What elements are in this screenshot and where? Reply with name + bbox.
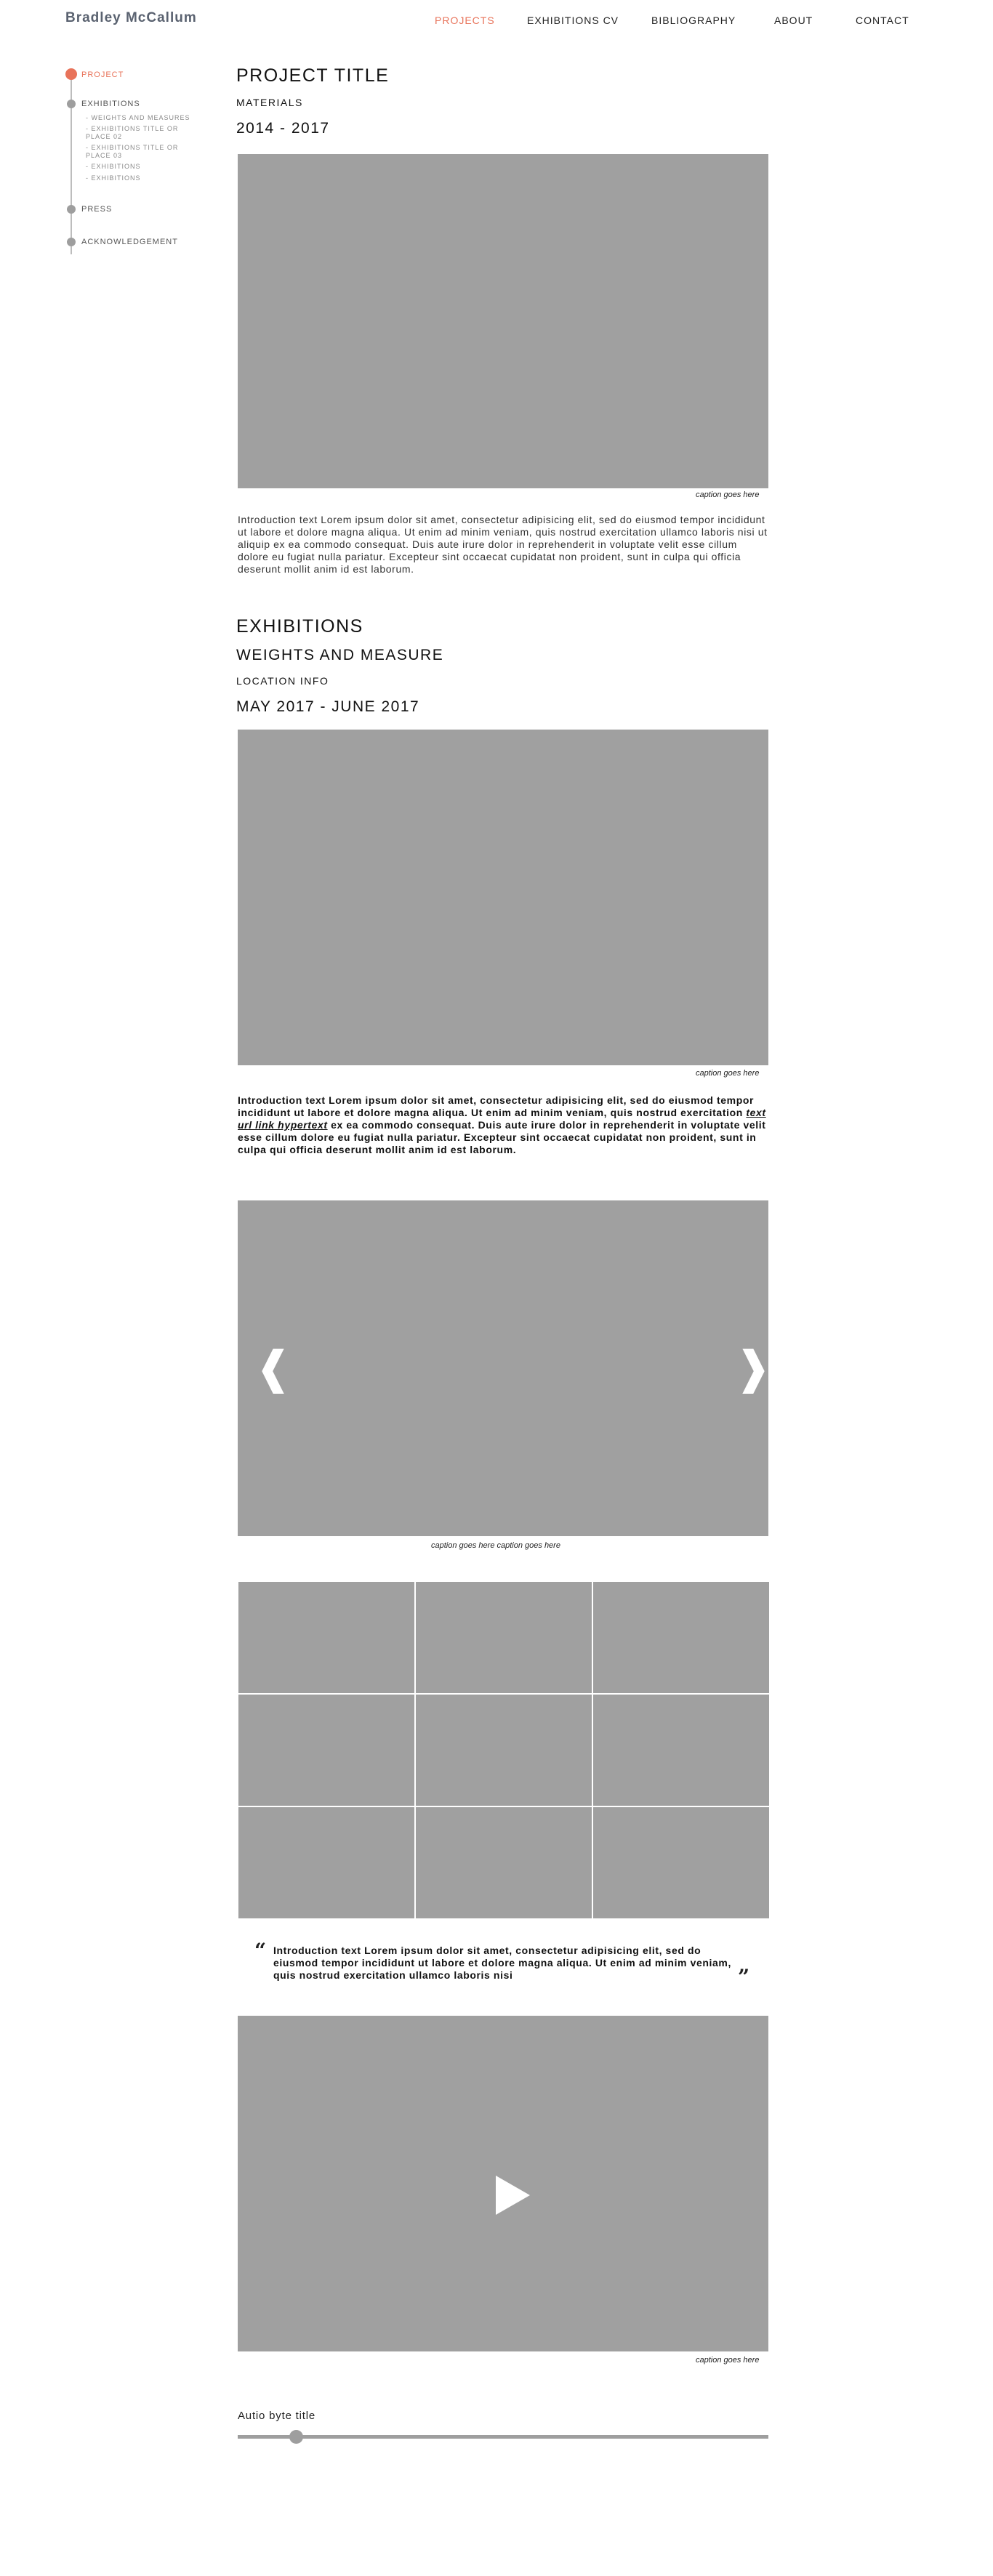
sidebar-item-project[interactable]: PROJECT	[81, 70, 124, 79]
grid-thumbnail[interactable]	[416, 1807, 592, 1918]
grid-thumbnail[interactable]	[238, 1582, 414, 1693]
audio-scrubber-handle[interactable]	[289, 2430, 303, 2444]
pull-quote-text: Introduction text Lorem ipsum dolor sit amet, consectetur adipisicing elit, sed do eiusmod tempor incididunt ut labore et dolore magna aliqua. Ut enim ad minim veniam, quis nostrud exercitation ullamco laboris nisi	[273, 1945, 731, 1981]
project-hero-image[interactable]	[238, 154, 768, 488]
exhibition-title: WEIGHTS AND MEASURE	[236, 647, 444, 663]
sidebar-dot	[67, 100, 76, 108]
site-title[interactable]: Bradley McCallum	[65, 10, 197, 25]
audio-title: Autio byte title	[238, 2410, 316, 2422]
audio-progress-track[interactable]	[238, 2435, 768, 2439]
nav-exhibitions-cv[interactable]: EXHIBITIONS CV	[527, 15, 619, 26]
chevron-right-icon[interactable]: ❱	[734, 1343, 772, 1393]
sidebar-sub-item[interactable]: - EXHIBITIONS	[86, 163, 141, 170]
project-title: PROJECT TITLE	[236, 65, 390, 86]
video-caption: caption goes here	[696, 2356, 760, 2365]
grid-thumbnail[interactable]	[238, 1807, 414, 1918]
project-years: 2014 - 2017	[236, 120, 330, 137]
project-intro-text: Introduction text Lorem ipsum dolor sit amet, consectetur adipisicing elit, sed do eiusmod tempor incididunt ut labore et dolore magna aliqua. Ut enim ad minim veniam, quis nostrud exercitation ullamco laboris nisi ut aliquip ex ea commodo consequat. Duis aute irure dolor in reprehenderit in voluptate velit esse cillum dolore eu fugiat nulla pariatur. Excepteur sint occaecat cupidatat non proident, sunt in culpa qui officia deserunt mollit anim id est laborum.	[238, 514, 768, 575]
sidebar-item-acknowledgement[interactable]: ACKNOWLEDGEMENT	[81, 238, 178, 246]
nav-projects[interactable]: PROJECTS	[435, 15, 495, 26]
text-link[interactable]: text url link hypertext	[238, 1107, 766, 1131]
grid-thumbnail[interactable]	[416, 1582, 592, 1693]
carousel-image[interactable]	[238, 1200, 768, 1536]
sidebar	[64, 67, 195, 256]
nav-bibliography[interactable]: BIBLIOGRAPHY	[651, 15, 736, 26]
exhibition-intro-part: Introduction text Lorem ipsum dolor sit amet, consectetur adipisicing elit, sed do eiusmod tempor incididunt ut labore et dolore magna aliqua. Ut enim ad minim veniam, quis nostrud exercitation	[238, 1094, 755, 1118]
grid-thumbnail[interactable]	[593, 1807, 769, 1918]
grid-thumbnail[interactable]	[416, 1695, 592, 1806]
sidebar-dot	[67, 238, 76, 246]
sidebar-dot-active	[65, 68, 77, 80]
close-quote-icon: ”	[738, 1965, 750, 1989]
play-icon[interactable]	[496, 2176, 530, 2215]
sidebar-sub-item[interactable]: - WEIGHTS AND MEASURES	[86, 114, 190, 121]
sidebar-sub-item[interactable]: - EXHIBITIONS	[86, 174, 141, 182]
exhibition-image-caption: caption goes here	[696, 1069, 760, 1078]
sidebar-item-exhibitions[interactable]: EXHIBITIONS	[81, 100, 140, 108]
exhibition-location: LOCATION INFO	[236, 675, 329, 687]
grid-thumbnail[interactable]	[593, 1582, 769, 1693]
exhibitions-heading: EXHIBITIONS	[236, 616, 363, 637]
sidebar-item-press[interactable]: PRESS	[81, 205, 113, 214]
exhibition-dates: MAY 2017 - JUNE 2017	[236, 698, 420, 715]
sidebar-dot	[67, 205, 76, 214]
grid-thumbnail[interactable]	[593, 1695, 769, 1806]
exhibition-image[interactable]	[238, 730, 768, 1065]
nav-about[interactable]: ABOUT	[774, 15, 813, 26]
open-quote-icon: “	[254, 1939, 267, 1963]
exhibition-intro-text	[238, 1094, 770, 1156]
grid-thumbnail[interactable]	[238, 1695, 414, 1806]
chevron-left-icon[interactable]: ❰	[254, 1343, 292, 1393]
project-image-caption: caption goes here	[696, 490, 760, 499]
nav-contact[interactable]: CONTACT	[856, 15, 909, 26]
carousel-caption: caption goes here caption goes here	[431, 1541, 560, 1550]
sidebar-sub-item[interactable]: - EXHIBITIONS TITLE OR PLACE 02	[86, 125, 179, 140]
exhibition-intro-part: ex ea commodo consequat. Duis aute irure dolor in reprehenderit in voluptate velit esse cillum dolore eu fugiat nulla pariatur. Excepteur sint occaecat cupidatat non proident, sunt in culpa qui officia deserunt mollit anim id est laborum.	[238, 1119, 766, 1155]
project-materials: MATERIALS	[236, 97, 303, 108]
sidebar-sub-item[interactable]: - EXHIBITIONS TITLE OR PLACE 03	[86, 144, 179, 159]
